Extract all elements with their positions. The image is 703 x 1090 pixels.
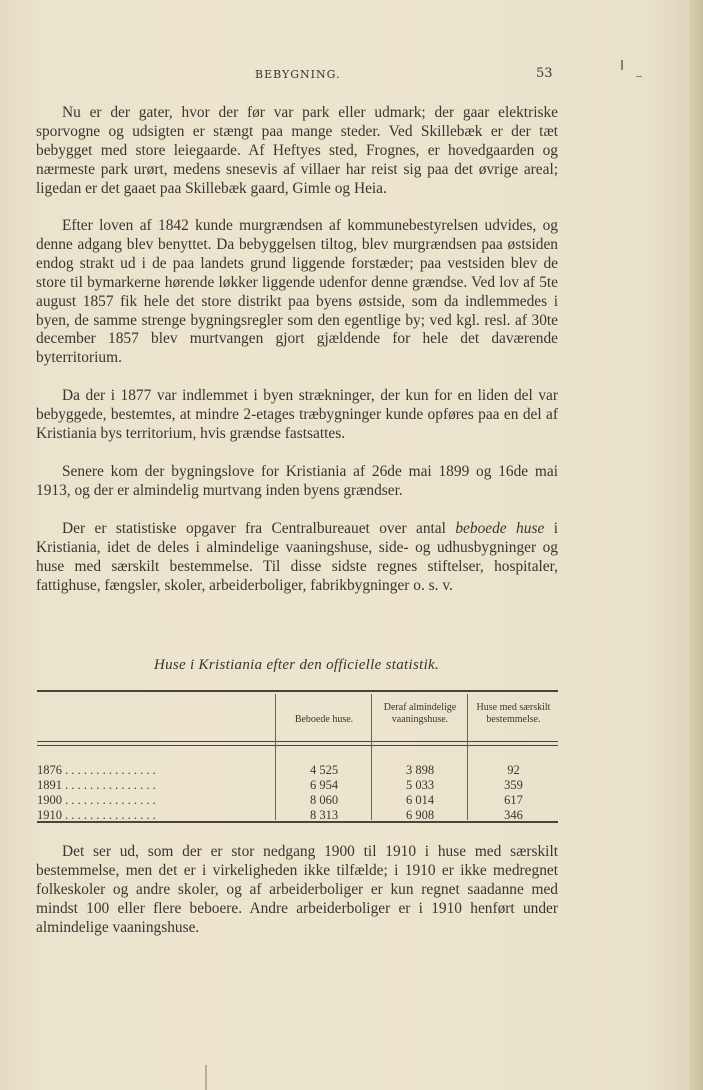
page-mark [621, 60, 623, 70]
column-header: Huse med særskilt bestemmelse. [476, 702, 551, 725]
page-mark [636, 76, 642, 77]
table-caption: Huse i Kristiania efter den officielle statistik. [153, 657, 440, 673]
row-label [37, 763, 273, 778]
value-cell: 8 060 [309, 793, 339, 807]
year-cell: 1891 [37, 778, 62, 792]
page-number: 53 [536, 66, 553, 81]
value-cell: 6 954 [309, 778, 339, 792]
value-cell: 359 [504, 778, 523, 792]
page-mark [205, 1065, 207, 1090]
row-label [37, 793, 273, 808]
page-edge [689, 0, 703, 1090]
year-cell: 1876 [37, 763, 62, 777]
value-cell: 8 313 [309, 808, 339, 822]
table-rule [37, 690, 558, 692]
value-cell: 617 [504, 793, 523, 807]
leader-dots: . . . . . . . . . . . . . . . [62, 808, 156, 822]
value-cell: 92 [507, 763, 520, 777]
paragraph: Da der i 1877 var indlemmet i byen strækninger, der kun for en liden del var bebyggede, bestemtes, at mindre 2-etages træbygninger kunde opføres paa en del af Kristiania bys territorium, hvis grændse fastsattes. [36, 387, 558, 442]
paragraph: Senere kom der bygningslove for Kristiania af 26de mai 1899 og 16de mai 1913, og der er almindelig murtvang inden byens grændser. [36, 463, 558, 499]
paragraph: Det ser ud, som der er stor nedgang 1900 til 1910 i huse med særskilt bestemmelse, men det er i virkeligheden ikke tilfælde; i 1910 er ikke medregnet folkeskoler og andre skoler, og af arbeiderboliger er kun regnet saadanne med mindst 100 eller flere beboere. Andre arbeiderboliger er i 1910 henført under almindelige vaaningshuse. [36, 843, 558, 936]
year-cell: 1900 [37, 793, 62, 807]
value-cell: 4 525 [309, 763, 339, 777]
paragraph: Efter loven af 1842 kunde murgrændsen af kommunebestyrelsen udvides, og denne adgang blev benyttet. Da bebyggelsen tiltog, blev murgrændsen paa østsiden endog strakt ud i de paa landets grund liggende forstæder; paa vestsiden blev de store til bymarkerne hørende løkker liggende udenfor denne grændse. Ved lov af 5te august 1857 fik hele det store distrikt paa byens østside, som da indlemmedes i byen, de samme strenge bygningsregler som den egentlige by; ved kgl. resl. af 30te december 1857 blev murtvangen gjort gjældende for hele det daværende byterritorium. [36, 217, 558, 367]
table-row [37, 808, 558, 823]
paragraph-text: i Kristiania, idet de deles i almindelige vaaningshuse, side- og udhusbygninger og huse med særskilt bestemmelse. Til disse sidste regnes stiftelser, hospitaler, fattighuse, fængsler, skoler, arbeiderboliger, fabrikbygninger o. s. v. [36, 520, 558, 594]
table-rule [37, 741, 558, 742]
value-cell: 5 033 [405, 778, 435, 792]
leader-dots: . . . . . . . . . . . . . . . [62, 793, 156, 807]
row-label [37, 808, 273, 823]
value-cell: 3 898 [405, 763, 435, 777]
row-label [37, 778, 273, 793]
leader-dots: . . . . . . . . . . . . . . . [62, 763, 156, 777]
value-cell: 6 014 [405, 793, 435, 807]
column-header: Beboede huse. [294, 714, 354, 725]
running-head: BEBYGNING. [255, 68, 341, 81]
table-row [37, 778, 558, 793]
table-rule [37, 745, 558, 746]
column-header: Deraf almindelige vaaningshuse. [383, 702, 457, 725]
leader-dots: . . . . . . . . . . . . . . . [62, 778, 156, 792]
year-cell: 1910 [37, 808, 62, 822]
table-row [37, 763, 558, 778]
value-cell: 6 908 [405, 808, 435, 822]
value-cell: 346 [504, 808, 523, 822]
paragraph [36, 520, 558, 596]
table-row [37, 793, 558, 808]
paragraph-text: Der er statistiske opgaver fra Centralbureauet over antal [62, 520, 446, 537]
statistics-table [37, 690, 558, 828]
italic-term: beboede huse [455, 520, 545, 537]
paragraph: Nu er der gater, hvor der før var park eller udmark; der gaar elektriske sporvogne og udsigten er stængt paa mange steder. Ved Skillebæk er der tæt bebygget med store leiegaarde. Af Heftyes sted, Frognes, er hovedgaarden og nærmeste park urørt, medens snesevis af villaer har reist sig paa det øvrige areal; ligedan er det gaaet paa Skillebæk gaard, Gimle og Heia. [36, 104, 558, 197]
